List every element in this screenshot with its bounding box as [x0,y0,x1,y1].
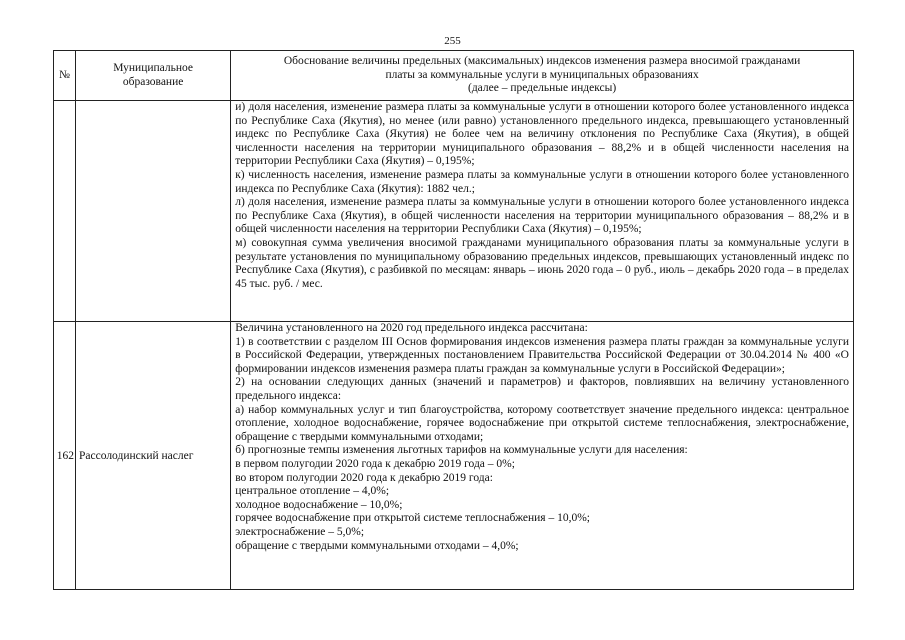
paragraph: во втором полугодии 2020 года к декабрю 2019 года: [235,471,493,484]
header-municipality: Муниципальное образование [76,51,231,101]
table-header-row [54,51,854,101]
header-justification-line: платы за коммунальные услуги в муниципальных образованиях [385,68,699,81]
paragraph: 1) в соответствии с разделом III Основ формирования индексов изменения размера платы граждан за коммунальные услуги в Российской Федерации, утвержденных постановлением Правительства Российской Федерации от 30.04.2014 № 400 «О формировании индексов изменения размера платы граждан за коммунальные услуги в Российской Федерации»; [235,335,849,375]
paragraph: 2) на основании следующих данных (значений и параметров) и факторов, повлиявших на величину установленного предельного индекса: [235,376,849,402]
paragraph: электроснабжение – 5,0%; [235,525,365,538]
paragraph: в первом полугодии 2020 года к декабрю 2019 года – 0%; [235,457,515,470]
paragraph: холодное водоснабжение – 10,0%; [235,498,403,511]
justification-cell [231,322,854,590]
paragraph: б) прогнозные темпы изменения льготных тарифов на коммунальные услуги для населения: [235,444,688,457]
paragraph: а) набор коммунальных услуг и тип благоустройства, которому соответствует значение предельного индекса: центральное отопление, холодное водоснабжение, горячее водоснабжение при открытой системе теплоснабжения, электроснабжение, обращение с твердыми коммунальными отходами; [235,403,849,443]
page-number: 255 [444,35,461,47]
row-number: 162 [54,322,76,590]
paragraph: л) доля населения, изменение размера платы за коммунальные услуги в отношении которого более установленного индекса по Республике Саха (Якутия), в общей численности населения на территории муниципального образования – 88,2% и в общей численности населения на территории Республики Саха (Якутия) – 0,195%; [235,196,849,236]
header-justification [231,51,854,101]
paragraph: к) численность населения, изменение размера платы за коммунальные услуги в отношении которого более установленного индекса по Республике Саха (Якутия): 1882 чел.; [235,168,849,195]
paragraph: горячее водоснабжение при открытой системе теплоснабжения – 10,0%; [235,512,590,525]
header-number: № [54,51,76,101]
row-number-cell [54,101,76,322]
paragraph: центральное отопление – 4,0%; [235,485,390,498]
paragraph: и) доля населения, изменение размера платы за коммунальные услуги в отношении которого более установленного индекса по Республике Саха (Якутия), но менее (или равно) установленного предельного индекса, превышающего установленный индекс по Республике Саха (Якутия) не более чем на величину отклонения по Республике Саха (Якутия), в общей численности населения на территории муниципального образования – 88,2% и в общей численности населения на территории Республики Саха (Якутия) – 0,195%; [235,101,849,168]
municipality-name: Рассолодинский наслег [76,322,231,590]
header-justification-line: Обоснование величины предельных (максимальных) индексов изменения размера вносимой гражданами [283,55,801,68]
table-row [54,101,854,322]
row-municipality-cell [76,101,231,322]
indices-table [53,50,854,590]
paragraph: обращение с твердыми коммунальными отходами – 4,0%; [235,539,519,552]
header-justification-line: (далее – предельные индексы) [467,82,617,95]
paragraph: Величина установленного на 2020 год предельного индекса рассчитана: [235,322,588,334]
justification-cell [231,101,854,322]
paragraph: м) совокупная сумма увеличения вносимой гражданами муниципального образования платы за коммунальные услуги в результате установления по муниципальному образованию предельных индексов, превышающих установленный индекс по Республике Саха (Якутия), с разбивкой по месяцам: январь – июнь 2020 года – 0 руб., июль – декабрь 2020 года – в пределах 45 тыс. руб. / мес. [235,236,849,290]
table-row [54,322,854,590]
